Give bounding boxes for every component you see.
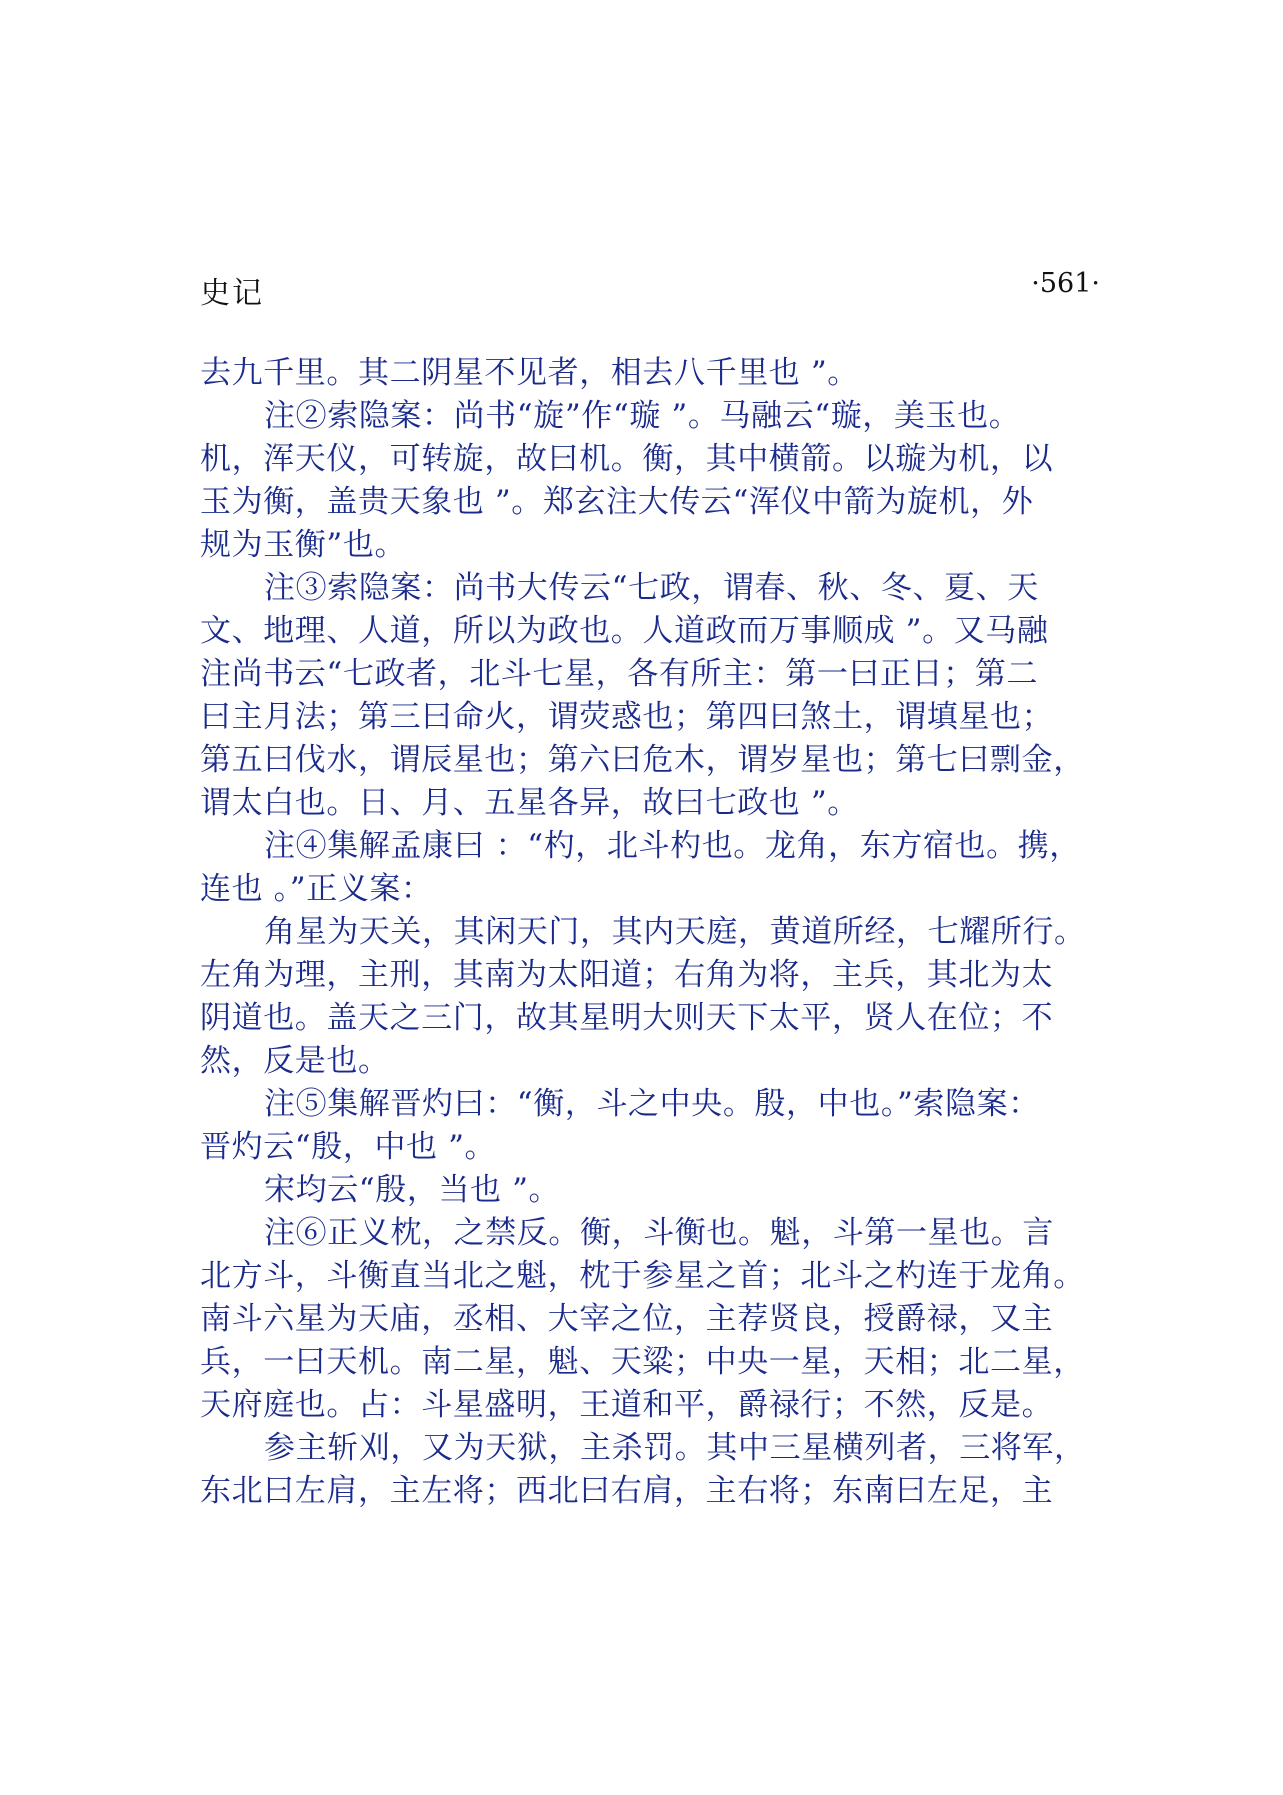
text-line: 左角为理，主刑，其南为太阳道；右角为将，主兵，其北为太 (200, 957, 1054, 993)
text-line: 谓太白也。日、月、五星各异，故曰七政也 ”。 (200, 785, 859, 821)
text-line: 规为玉衡”也。 (200, 527, 407, 563)
text-line: 文、地理、人道，所以为政也。人道政而万事顺成 ”。又马融 (200, 613, 1049, 649)
text-line: 天府庭也。占：斗星盛明，王道和平，爵禄行；不然，反是。 (200, 1387, 1054, 1423)
text-line: 参主斩刈，又为天狱，主杀罚。其中三星横列者，三将军， (264, 1430, 1086, 1466)
text-line: 机，浑天仪，可转旋，故曰机。衡，其中横箭。以璇为机，以 (200, 441, 1054, 477)
text-line: 角星为天关，其闲天门，其内天庭，黄道所经，七耀所行。 (264, 914, 1086, 950)
text-line: 注③索隐案：尚书大传云“七政，谓春、秋、冬、夏、天 (264, 570, 1039, 606)
page-number: ·561· (1031, 268, 1100, 299)
page-header (200, 268, 1100, 318)
text-line: 阴道也。盖天之三门，故其星明大则天下太平，贤人在位；不 (200, 1000, 1054, 1036)
body-text (200, 352, 1095, 1513)
text-line: 兵，一曰天机。南二星，魁、天粱；中央一星，天相；北二星， (200, 1344, 1085, 1380)
text-line: 注④集解孟康曰 ：“杓，北斗杓也。龙角，东方宿也。携， (264, 828, 1081, 864)
text-line: 注尚书云“七政者，北斗七星，各有所主：第一曰正日；第二 (200, 656, 1039, 692)
text-line: 第五曰伐水，谓辰星也；第六曰危木，谓岁星也；第七曰剽金， (200, 742, 1085, 778)
text-line: 注②索隐案：尚书“旋”作“璇 ”。马融云“璇，美玉也。 (264, 398, 1021, 434)
text-line: 东北曰左肩，主左将；西北曰右肩，主右将；东南曰左足，主 (200, 1473, 1054, 1509)
text-line: 然，反是也。 (200, 1043, 390, 1079)
text-line: 玉为衡，盖贵天象也 ”。郑玄注大传云“浑仪中箭为旋机，外 (200, 484, 1034, 520)
text-line: 宋均云“殷，当也 ”。 (264, 1172, 561, 1208)
running-title: 史记 (200, 276, 264, 311)
text-line: 注⑤集解晋灼曰：“衡，斗之中央。殷，中也。”索隐案： (264, 1086, 1040, 1122)
text-line: 连也 。”正义案： (200, 871, 433, 907)
text-line: 北方斗，斗衡直当北之魁，枕于参星之首；北斗之杓连于龙角。 (200, 1258, 1085, 1294)
text-line: 曰主月法；第三曰命火，谓荧惑也；第四曰煞土，谓填星也； (200, 699, 1054, 735)
text-line: 南斗六星为天庙，丞相、大宰之位，主荐贤良，授爵禄，又主 (200, 1301, 1054, 1337)
text-line: 晋灼云“殷，中也 ”。 (200, 1129, 497, 1165)
text-line: 注⑥正义枕，之禁反。衡，斗衡也。魁，斗第一星也。言 (264, 1215, 1054, 1251)
text-line: 去九千里。其二阴星不见者，相去八千里也 ”。 (200, 355, 859, 391)
